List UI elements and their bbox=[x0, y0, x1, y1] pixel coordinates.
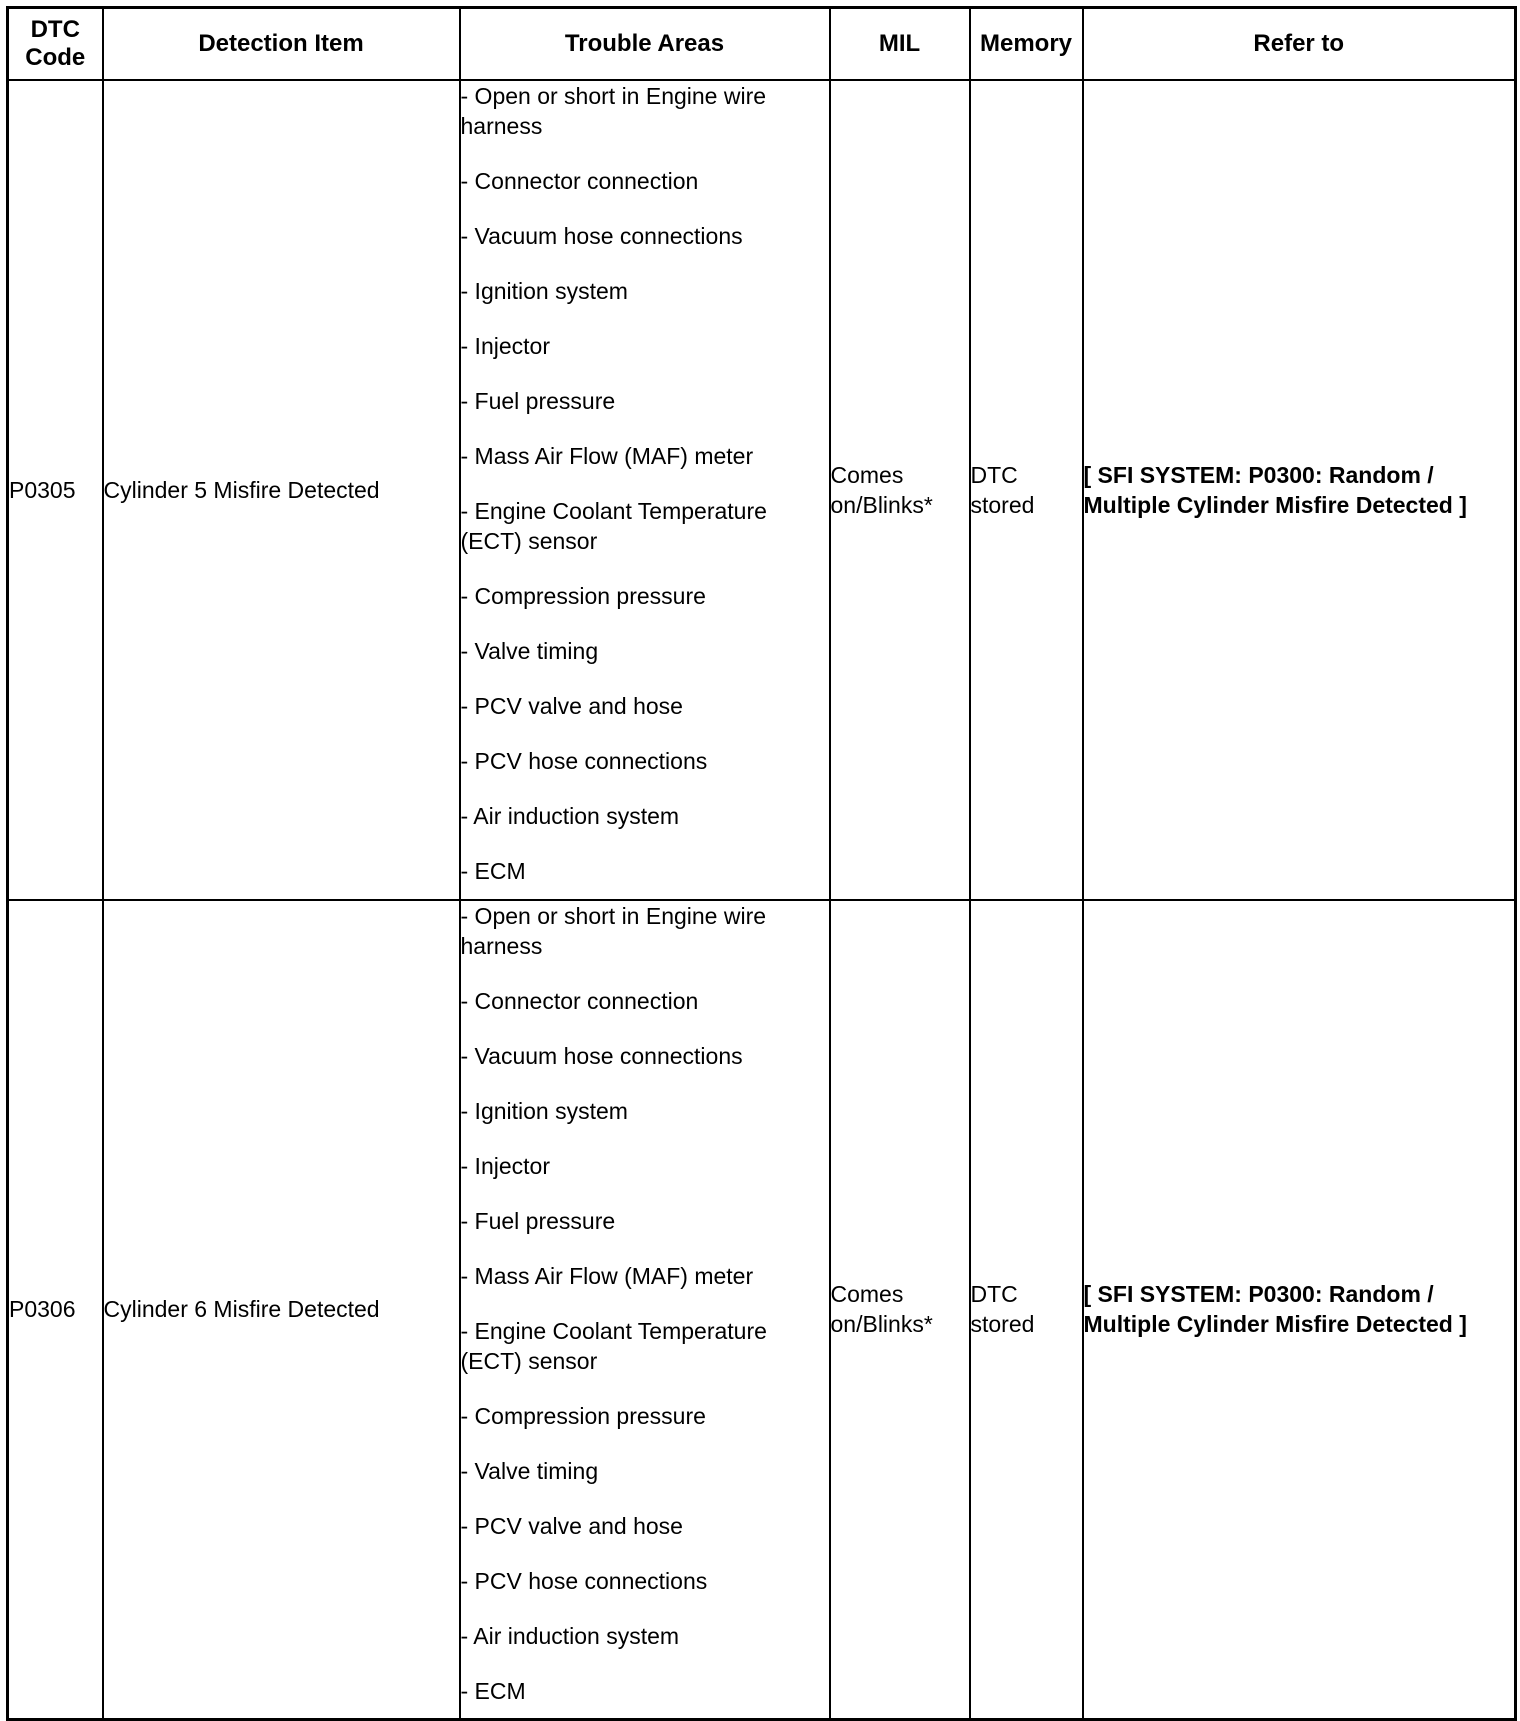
list-item: - Ignition system bbox=[460, 277, 628, 304]
list-item: - Compression pressure bbox=[460, 1402, 706, 1429]
trouble-areas-cell bbox=[460, 900, 830, 1720]
refer-to-link[interactable]: [ SFI SYSTEM: P0300: Random / Multiple Cylinder Misfire Detected ] bbox=[1083, 900, 1516, 1720]
list-item: - Connector connection bbox=[460, 167, 699, 194]
mil-cell: Comes on/Blinks* bbox=[830, 80, 970, 900]
list-item: - Mass Air Flow (MAF) meter bbox=[460, 442, 754, 469]
mil-cell: Comes on/Blinks* bbox=[830, 900, 970, 1720]
header-trouble-areas: Trouble Areas bbox=[460, 8, 830, 80]
trouble-areas-cell bbox=[460, 80, 830, 900]
memory-cell: DTC stored bbox=[970, 80, 1083, 900]
list-item: - Vacuum hose connections bbox=[460, 222, 743, 249]
list-item: - ECM bbox=[460, 1677, 526, 1704]
table-row bbox=[8, 80, 1516, 900]
list-item: - Open or short in Engine wire harness bbox=[460, 82, 767, 139]
detection-item-cell: Cylinder 5 Misfire Detected bbox=[103, 80, 460, 900]
list-item: - Ignition system bbox=[460, 1097, 628, 1124]
list-item: - Fuel pressure bbox=[460, 1207, 616, 1234]
list-item: - Air induction system bbox=[460, 1622, 680, 1649]
list-item: - Connector connection bbox=[460, 987, 699, 1014]
list-item: - Injector bbox=[460, 332, 550, 359]
header-detection-item: Detection Item bbox=[103, 8, 460, 80]
detection-item-cell: Cylinder 6 Misfire Detected bbox=[103, 900, 460, 1720]
header-refer-to: Refer to bbox=[1083, 8, 1516, 80]
table-row bbox=[8, 900, 1516, 1720]
list-item: - Air induction system bbox=[460, 802, 680, 829]
list-item: - Vacuum hose connections bbox=[460, 1042, 743, 1069]
list-item: - Valve timing bbox=[460, 1457, 599, 1484]
list-item: - Injector bbox=[460, 1152, 550, 1179]
dtc-code-cell: P0305 bbox=[8, 80, 103, 900]
trouble-areas-list bbox=[461, 901, 829, 1706]
list-item: - ECM bbox=[460, 857, 526, 884]
list-item: - Engine Coolant Temperature (ECT) sensor bbox=[460, 1317, 767, 1374]
list-item: - PCV hose connections bbox=[460, 1567, 708, 1594]
table-header-row bbox=[8, 8, 1516, 80]
list-item: - PCV valve and hose bbox=[460, 1512, 683, 1539]
refer-to-link[interactable]: [ SFI SYSTEM: P0300: Random / Multiple Cylinder Misfire Detected ] bbox=[1083, 80, 1516, 900]
dtc-table bbox=[6, 6, 1517, 1721]
header-memory: Memory bbox=[970, 8, 1083, 80]
list-item: - Compression pressure bbox=[460, 582, 706, 609]
header-dtc-code: DTC Code bbox=[8, 8, 103, 80]
list-item: - Engine Coolant Temperature (ECT) sensor bbox=[460, 497, 767, 554]
trouble-areas-list bbox=[461, 81, 829, 886]
list-item: - Mass Air Flow (MAF) meter bbox=[460, 1262, 754, 1289]
list-item: - Fuel pressure bbox=[460, 387, 616, 414]
list-item: - Open or short in Engine wire harness bbox=[460, 902, 767, 959]
dtc-code-cell: P0306 bbox=[8, 900, 103, 1720]
memory-cell: DTC stored bbox=[970, 900, 1083, 1720]
list-item: - PCV valve and hose bbox=[460, 692, 683, 719]
header-mil: MIL bbox=[830, 8, 970, 80]
list-item: - PCV hose connections bbox=[460, 747, 708, 774]
list-item: - Valve timing bbox=[460, 637, 599, 664]
